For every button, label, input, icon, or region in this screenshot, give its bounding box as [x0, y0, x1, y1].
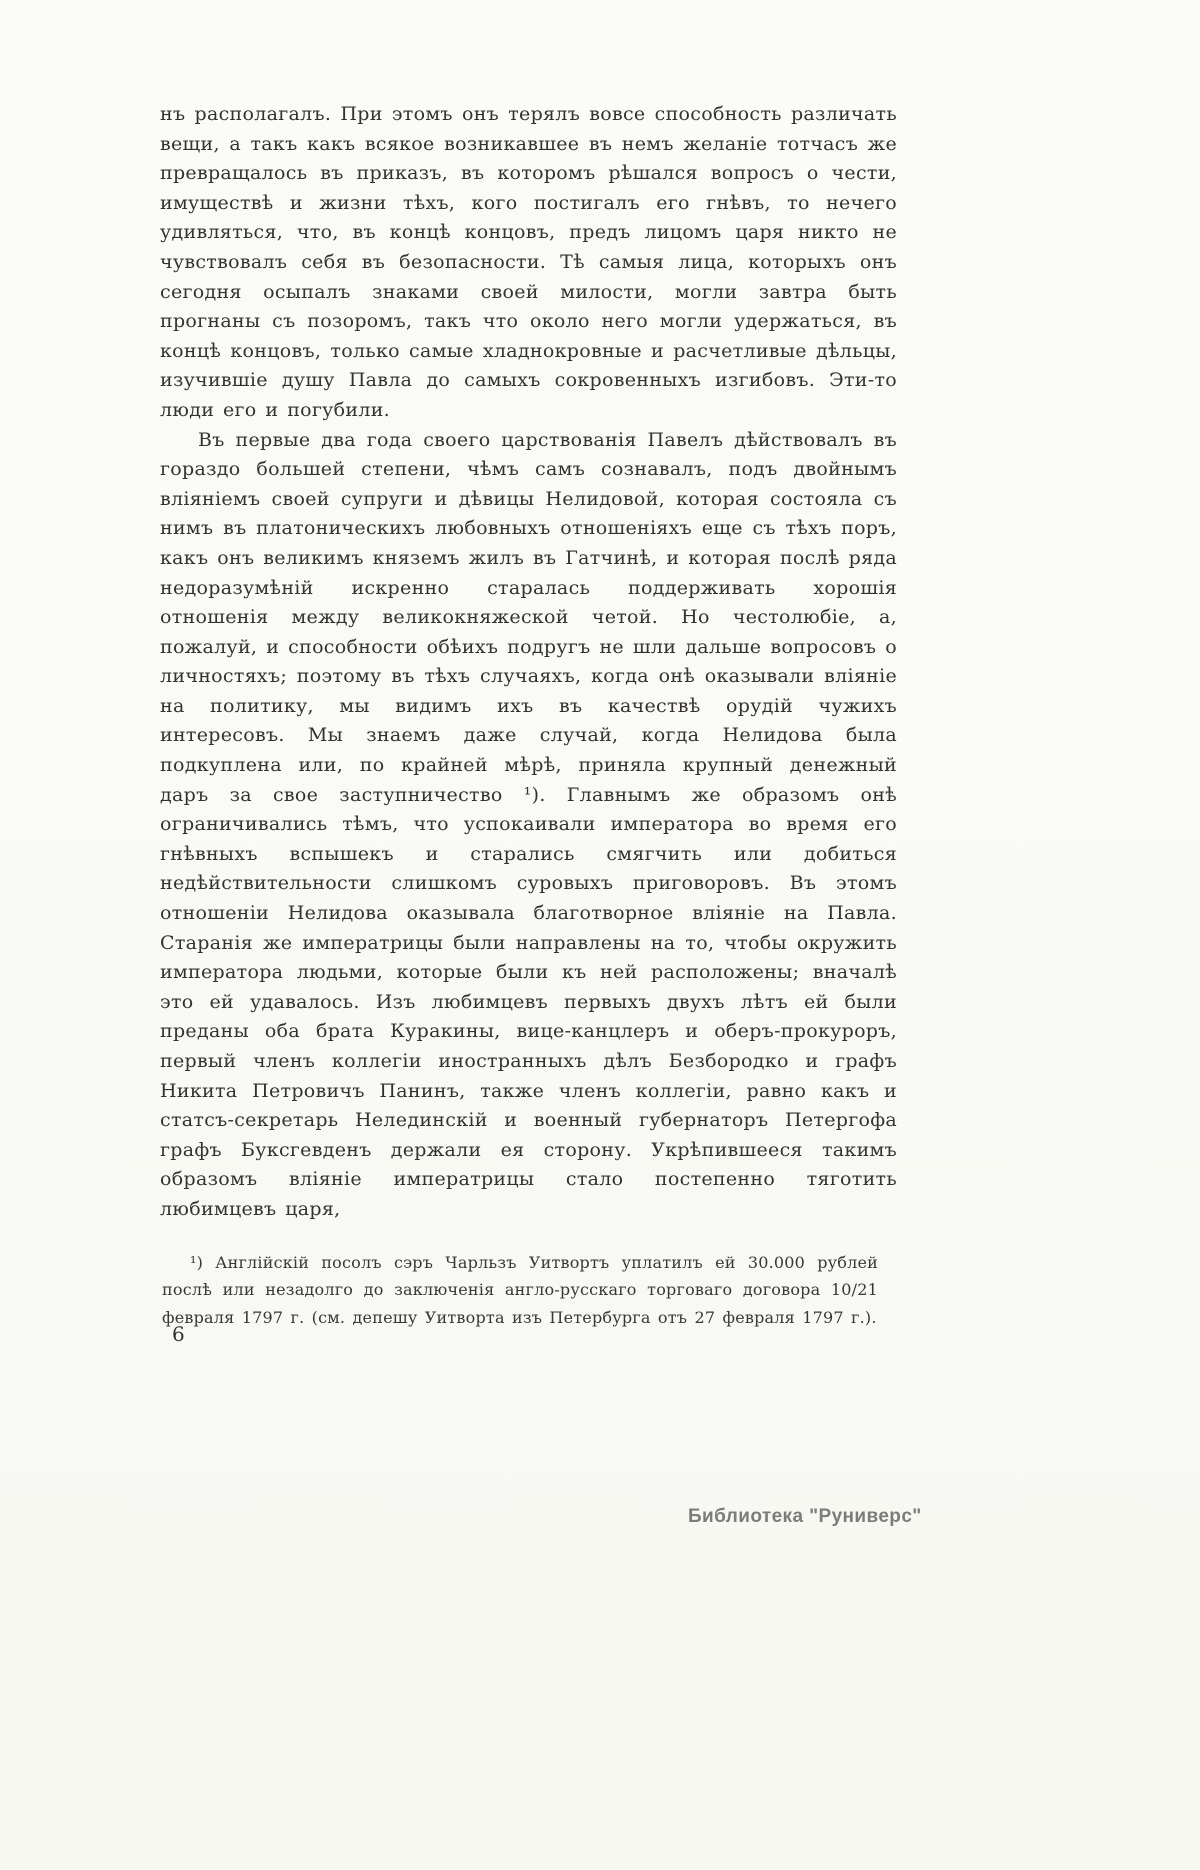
footnote: ¹) Англійскій посолъ сэръ Чарльзъ Уитвортъ уплатилъ ей 30.000 рублей послѣ или незадолго до заключенія англо-русскаго торговаго договора 10/21 февраля 1797 г. (см. депешу Уитворта изъ Петербурга отъ 27 февраля 1797 г.).: [162, 1253, 878, 1327]
paragraph-continuation: нъ располагалъ. При этомъ онъ терялъ вовсе способность различать вещи, а такъ какъ всякое возникавшее въ немъ желаніе тотчасъ же превращалось въ приказъ, въ которомъ рѣшался вопросъ о чести, имуществѣ и жизни тѣхъ, кого постигалъ его гнѣвъ, то нечего удивляться, что, въ концѣ концовъ, предъ лицомъ царя никто не чувствовалъ себя въ безопасности. Тѣ самыя лица, которыхъ онъ сегодня осыпалъ знаками своей милости, могли завтра быть прогнаны съ позоромъ, такъ что около него могли удержаться, въ концѣ концовъ, только самые хладнокровные и расчетливые дѣльцы, изучившіе душу Павла до самыхъ сокровенныхъ изгибовъ. Эти-то люди его и погубили.: [160, 103, 897, 421]
paragraph-second: Въ первые два года своего царствованія Павелъ дѣйствовалъ въ гораздо большей степени, чѣмъ самъ сознавалъ, подъ двойнымъ вліяніемъ своей супруги и дѣвицы Нелидовой, которая состояла съ нимъ въ платоническихъ любовныхъ отношеніяхъ еще съ тѣхъ поръ, какъ онъ великимъ княземъ жилъ въ Гатчинѣ, и которая послѣ ряда недоразумѣній искренно старалась поддерживать хорошія отношенія между великокняжеской четой. Но честолюбіе, а, пожалуй, и способности обѣихъ подругъ не шли дальше вопросовъ о личностяхъ; поэтому въ тѣхъ случаяхъ, когда онѣ оказывали вліяніе на политику, мы видимъ ихъ въ качествѣ орудій чужихъ интересовъ. Мы знаемъ даже случай, когда Нелидова была подкуплена или, по крайней мѣрѣ, приняла крупный денежный даръ за свое заступничество ¹). Главнымъ же образомъ онѣ ограничивались тѣмъ, что успокаивали императора во время его гнѣвныхъ вспышекъ и старались смягчить или добиться недѣйствительности слишкомъ суровыхъ приговоровъ. Въ этомъ отношеніи Нелидова оказывала благотворное вліяніе на Павла. Старанія же императрицы были направлены на то, чтобы окружить императора людьми, которые были къ ней расположены; вначалѣ это ей удавалось. Изъ любимцевъ первыхъ двухъ лѣтъ ей были преданы оба брата Куракины, вице-канцлеръ и оберъ-прокуроръ, первый членъ коллегіи иностранныхъ дѣлъ Безбородко и графъ Никита Петровичъ Панинъ, также членъ коллегіи, равно какъ и статсъ-секретарь Нелединскій и военный губернаторъ Петергофа графъ Буксгевденъ держали ея сторону. Укрѣпившееся такимъ образомъ вліяніе императрицы стало постепенно тяготить любимцевъ царя,: [160, 428, 897, 1220]
page-number: 6: [172, 1322, 185, 1346]
main-text-block: [160, 100, 897, 1225]
library-watermark: Библиотека "Руниверс": [688, 1506, 922, 1527]
